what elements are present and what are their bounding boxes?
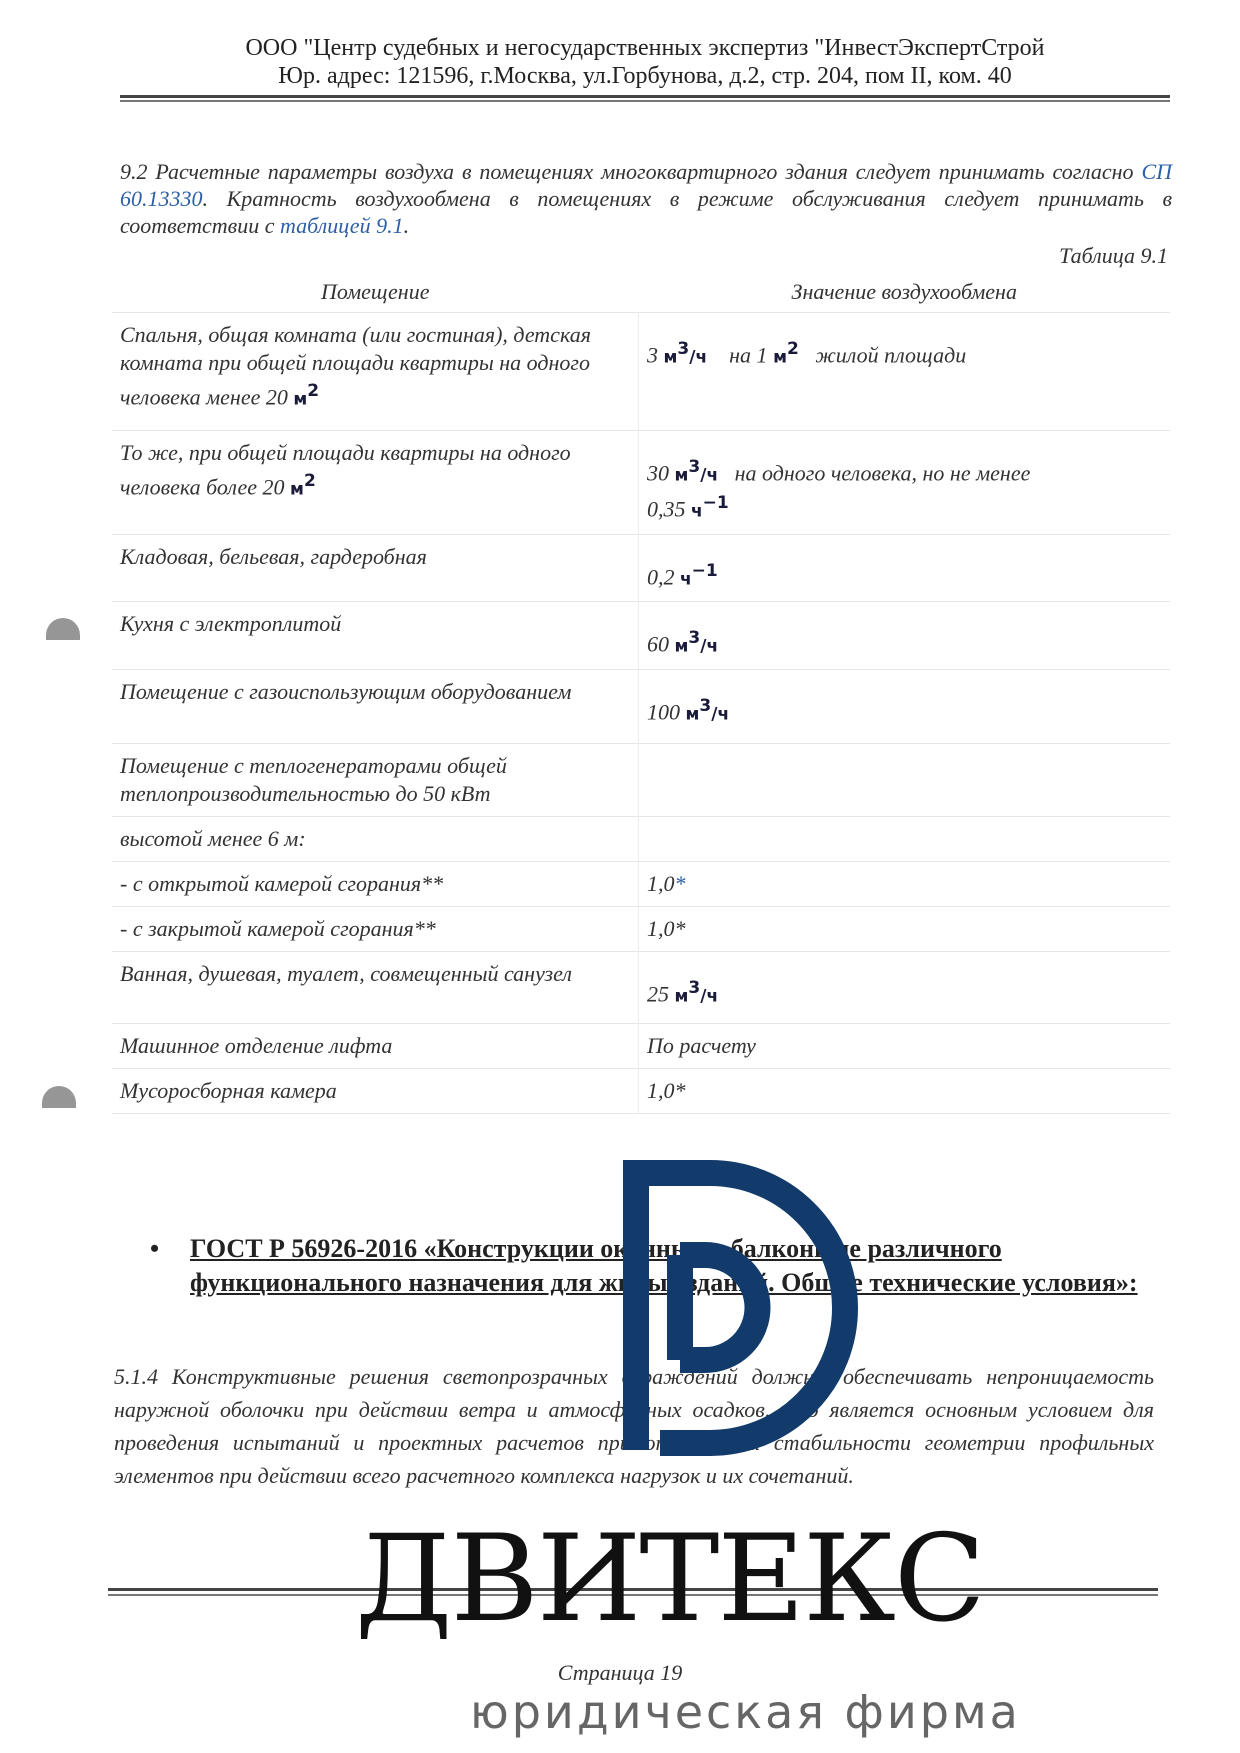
punch-hole	[42, 1086, 76, 1108]
table-row: высотой менее 6 м:	[112, 816, 1170, 861]
air-exchange-table	[112, 268, 1170, 1114]
watermark-subtitle: юридическая фирма	[470, 1685, 1021, 1739]
letterhead	[120, 34, 1170, 90]
table-row: Мусоросборная камера 1,0*	[112, 1068, 1170, 1113]
gost-heading-text: ГОСТ Р 56926-2016 «Конструкции оконные и балконные различного функционального назначения для жилых зданий. Общие технические условия»:	[190, 1234, 1138, 1297]
col-header-value: Значение воздухообмена	[639, 268, 1171, 313]
table-row: Машинное отделение лифта По расчету	[112, 1023, 1170, 1068]
table-row: Кухня с электроплитой 60 $м^3/ч$	[112, 602, 1170, 669]
clause-paragraph: 5.1.4 Конструктивные решения светопрозрачных ограждений должны обеспечивать непроницаемость наружной оболочки при действии ветра и атмосферных осадков, что является основным условием для проведения испытаний и проектных расчетов при определении стабильности геометрии профильных элементов при действии всего расчетного комплекса нагрузок и их сочетаний.	[114, 1364, 1154, 1488]
header-rule-bottom	[120, 100, 1170, 102]
col-header-room: Помещение	[112, 268, 639, 313]
table-row: Кладовая, бельевая, гардеробная 0,2 $ч^{-1}$	[112, 535, 1170, 602]
bullet-dot: •	[150, 1234, 160, 1263]
sp-link[interactable]: СП 60.13330	[120, 159, 1172, 211]
header-rule-top	[120, 95, 1170, 98]
table-row: Помещение с газоиспользующим оборудованием 100 $м^3/ч$	[112, 669, 1170, 743]
table-link[interactable]: таблицей 9.1	[279, 213, 404, 238]
watermark-brand-name: ДВИТЕКС	[355, 1510, 984, 1649]
table-header-row	[112, 268, 1170, 313]
page-number: Страница 19	[557, 1660, 683, 1685]
table-row: - с закрытой камерой сгорания** 1,0*	[112, 906, 1170, 951]
intro-paragraph: 9.2 Расчетные параметры воздуха в помещениях многоквартирного здания следует принимать согласно СП 60.13330. Кратность воздухообмена в помещениях в режиме обслуживания следует принимать в соответствии с таблицей 9.1.	[120, 159, 1172, 238]
table-row: Ванная, душевая, туалет, совмещенный санузел 25 $м^3/ч$	[112, 951, 1170, 1023]
table-row: - с открытой камерой сгорания** 1,0*	[112, 861, 1170, 906]
table-caption: Таблица 9.1	[1059, 243, 1168, 268]
logo-mark	[600, 1160, 960, 1480]
table-row: Помещение с теплогенераторами общей теплопроизводительностью до 50 кВт	[112, 743, 1170, 816]
table-row: Спальня, общая комната (или гостиная), детская комната при общей площади квартиры на одного человека менее 20 $м^2$ 3 $м^3/ч$ на 1 $м^2$ жилой площади	[112, 313, 1170, 431]
letterhead-company: ООО "Центр судебных и негосударственных экспертиз "ИнвестЭкспертСтрой	[245, 35, 1045, 61]
punch-hole	[46, 618, 80, 640]
letterhead-address: Юр. адрес: 121596, г.Москва, ул.Горбунова, д.2, стр. 204, пом II, ком. 40	[278, 63, 1012, 89]
table-row: То же, при общей площади квартиры на одного человека более 20 $м^2$ 30 $м^3/ч$ на одного человека, но не менее 0,35 $ч^{-1}$	[112, 431, 1170, 535]
